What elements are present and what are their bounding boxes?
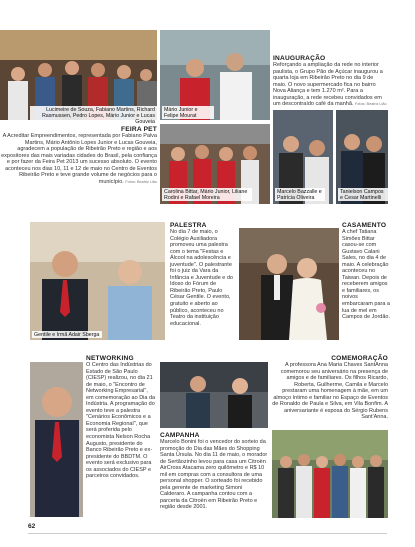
photo-nelson-rocha-augusto [30, 362, 83, 517]
article-heading: CAMPANHA [160, 432, 200, 439]
article-body: O Centro das Indústrias do Estado de São Paulo (CIESP) realizou, no dia 21 de maio, o "Encontro de Networking Empresarial", em comemoração ao Dia da Indústria. A programação do evento teve a palestra "Cenários Econômicos e a Economia Regional", que será proferida pelo economista Nelson Rocha Augusto, presidente do Banco Ribeirão Preto e ex-presidente do BBDTM. O evento será exclusivo para os associados do CIESP e parceiros convidados. [86, 362, 156, 480]
article-heading: INAUGURAÇÃO [273, 55, 326, 62]
photo-caption: Tanielson Campos e Cesar Martinelli [338, 188, 388, 201]
photo-wedding [239, 228, 339, 340]
photo-caption: Gentile e Irmã Adair Sberga [32, 331, 102, 338]
photo-family-group [272, 430, 388, 518]
article-text: Reforçando a ampliação da rede no interior paulista, o Grupo Pão de Açúcar inaugurou a quarta loja em Ribeirão Preto no dia 9 de maio. O novo supermercado fica no bairro Nova Aliança e tem 1.270 m². Para a inauguração, a rede recebeu convidados em um descontraído café da manhã. [273, 62, 383, 108]
photo-caption: Marcelo Bazzalle e Patrícia Oliveira [275, 188, 325, 201]
article-body: A professora Ana Maria Chaves SantAnna comemorou seu aniversário na presença de amigos e de familiares. Os filhos Ricardo, Roberta, Guilherme, Camila e Marcelo prestaram uma homenagem à mãe, em um almoço íntimo e familiar no Espaço de Eventos de Ronaldo de Paula e Silva, em Vila Bonfim. A aniversariante é esposa do Sérgio Rubens Sant'Anna. [272, 362, 388, 421]
article-body: No dia 7 de maio, o Colégio Auxiliadora promoveu uma palestra com o tema "Festas e Álcool na adolescência e juventude". O palestrante foi o juiz da Vara da Infância e Juventude e do Idoso do Fórum de Ribeirão Preto, Paulo César Gentile. O evento, gratuito e aberto ao público, aconteceu no Teatro da instituição educacional. [170, 229, 233, 327]
article-heading: PALESTRA [170, 222, 207, 229]
article-text: A Acreditar Empreendimentos, representada por Fabiano Palva Martins, Mário Antônio Lopes Junior e Lucas Gouveia, agradecem a população de Ribeirão Preto e região e aos expositores das mais variadas cidades do Brasil, pela confiança e por fazer da Feira Pet 2013 um sucesso absoluto. O evento aconteceu nos dias 10, 11 e 12 de maio no Centro de Eventos Ribeirão Preto e teve grande volume de negócios para o município. [1, 133, 157, 185]
article-body: Marcelo Bonini foi o vencedor do sorteio da promoção do Dia das Mães do Shopping Santa Úrsula. No dia 11 de maio, o morador de Sertãozinho levou para casa um Citroën AirCross Atacama zero quilômetro e R$ 10 mil em compras com a consultora de uma personal shopper. O sorteado foi recebido pela gerente de marketing Simoni Calderaro. A campanha contou com a parceria da Citroën em Ribeirão Preto e região desde 2001. [160, 439, 268, 511]
article-body [273, 62, 387, 108]
footer-rule [28, 533, 387, 534]
photo-caption: Lucimeire de Souza, Fabiano Martins, Richard Rasmussen, Pedro Lopes, Mário Junior e Lucas Gouveia [30, 106, 157, 126]
photo-credit: Fotos: Beatriz Lião [125, 179, 157, 184]
photo-caption: Mário Junior e Felipe Mourat [162, 106, 214, 119]
article-body [0, 133, 157, 185]
article-heading: NETWORKING [86, 355, 134, 362]
photo-caption: Carolina Bittar, Mário Junior, Liliane Rodini e Rafael Moreira [162, 188, 252, 201]
article-heading: FEIRA PET [121, 126, 157, 133]
article-heading: CASAMENTO [342, 222, 387, 229]
photo-car-winner [160, 362, 268, 428]
article-heading: COMEMORAÇÃO [331, 355, 388, 362]
page-number: 62 [28, 523, 36, 530]
article-body: A chef Tatiana Simões Bittar casou-se com Gustavo Calani Sales, no dia 4 de maio. A celebração aconteceu no Taiwan. Depois de receberem amigos e familiares, os noivos embarcaram para a lua de mel em Campos de Jordão. [342, 229, 390, 321]
photo-gentile-sberga [30, 222, 165, 340]
photo-credit: Fotos: Beatriz Lião [354, 102, 387, 107]
